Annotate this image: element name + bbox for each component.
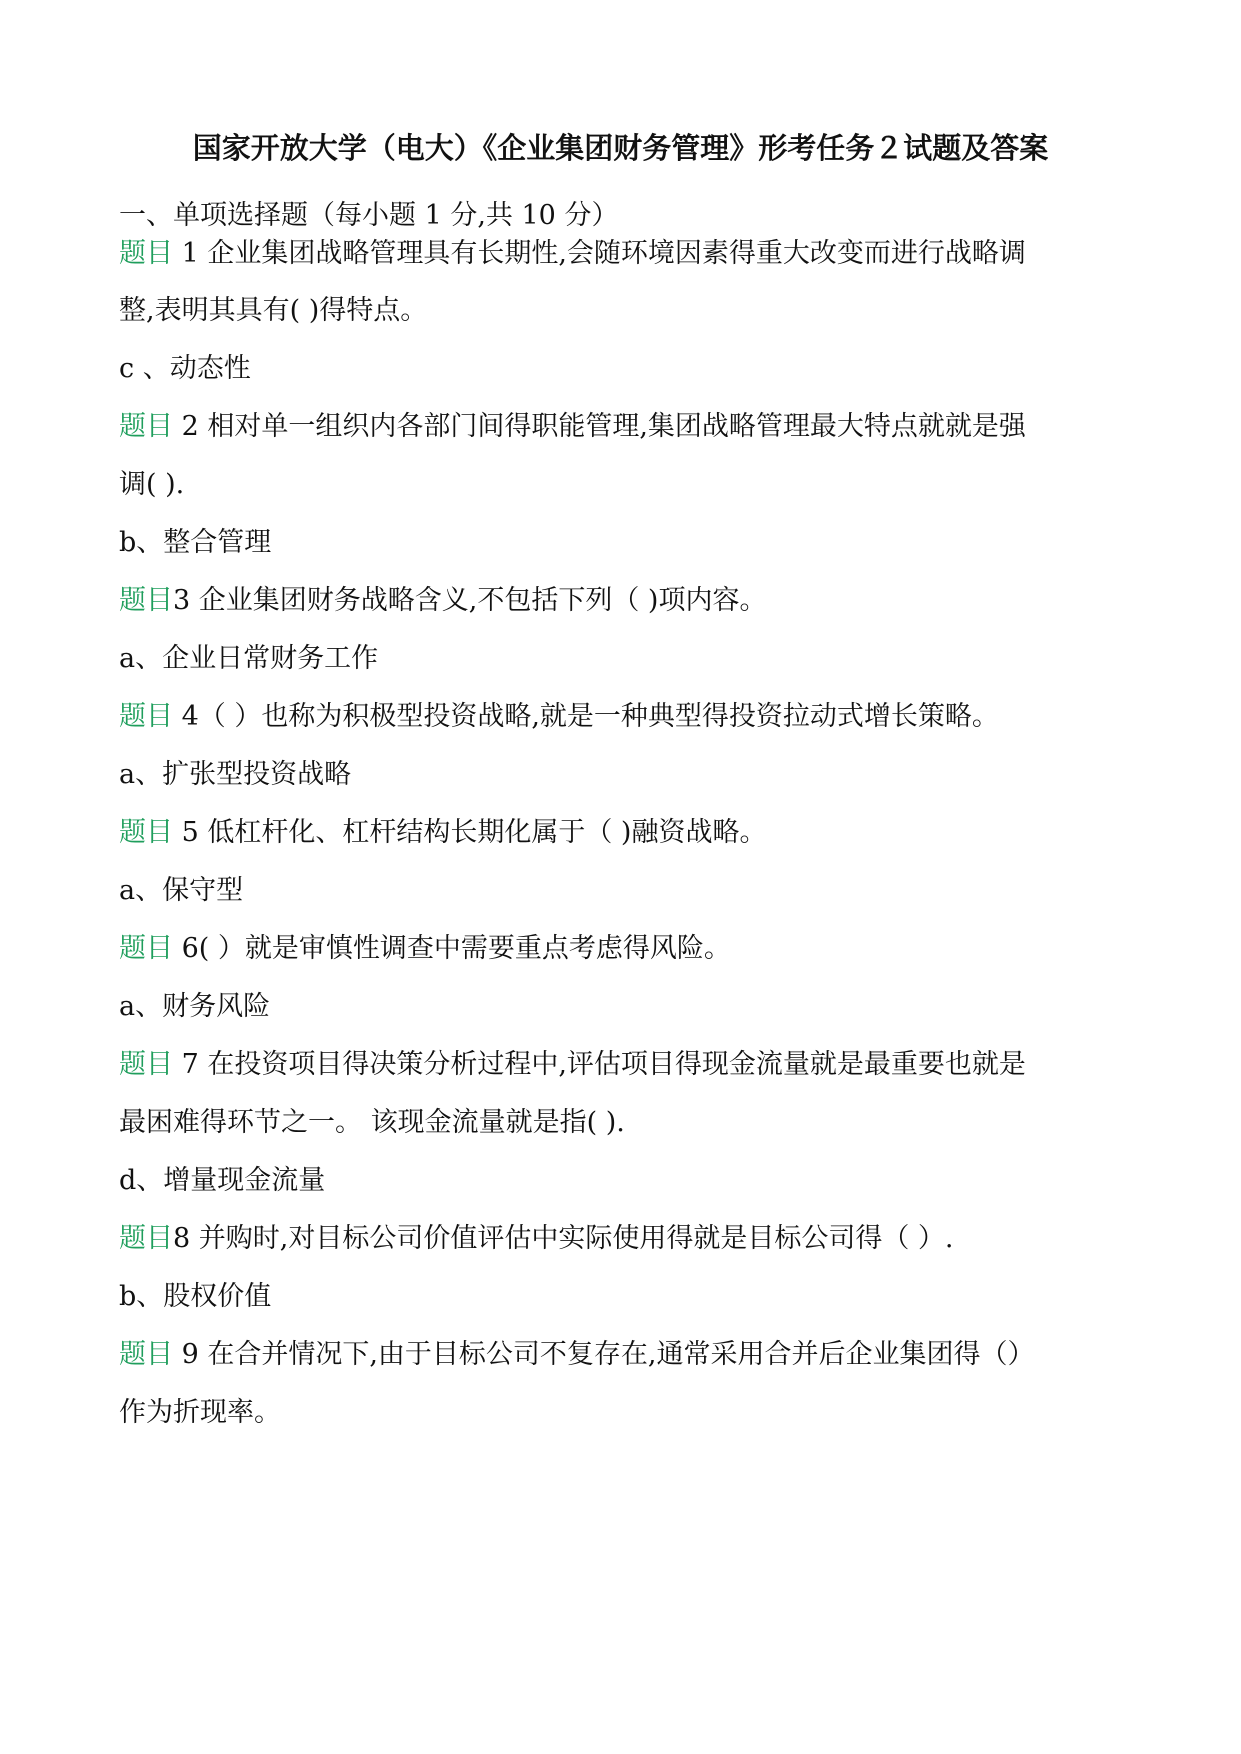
- document-title: 国家开放大学（电大）《企业集团财务管理》形考任务２试题及答案: [192, 131, 1049, 165]
- question-label: 题目: [119, 238, 173, 269]
- question-2-line-1: [119, 409, 1026, 445]
- question-4-line-1: [119, 699, 999, 735]
- answer-1: c 、动态性: [119, 353, 251, 384]
- question-7-line-2: 最困难得环节之一。 该现金流量就是指( ).: [119, 1107, 625, 1138]
- answer-3: a、企业日常财务工作: [119, 643, 379, 674]
- question-text: 7 在投资项目得决策分析过程中,评估项目得现金流量就是最重要也就是: [173, 1049, 1026, 1080]
- question-label: 题目: [119, 585, 173, 616]
- answer-2: b、整合管理: [119, 527, 272, 558]
- answer-4: a、扩张型投资战略: [119, 759, 352, 790]
- question-label: 题目: [119, 933, 173, 964]
- question-label: 题目: [119, 1049, 173, 1080]
- question-text: 1 企业集团战略管理具有长期性,会随环境因素得重大改变而进行战略调: [173, 238, 1026, 269]
- answer-7: d、增量现金流量: [119, 1165, 326, 1196]
- question-label: 题目: [119, 817, 173, 848]
- question-1-line-1: [119, 236, 1026, 272]
- question-text: 3 企业集团财务战略含义,不包括下列（ )项内容。: [173, 585, 767, 616]
- question-text: 5 低杠杆化、杠杆结构长期化属于（ )融资战略。: [173, 817, 767, 848]
- question-text: 9 在合并情况下,由于目标公司不复存在,通常采用合并后企业集团得（）: [173, 1339, 1035, 1370]
- question-5-line-1: [119, 815, 766, 851]
- question-label: 题目: [119, 411, 173, 442]
- question-label: 题目: [119, 701, 173, 732]
- question-2-line-2: 调( ).: [119, 469, 185, 500]
- question-3-line-1: [119, 583, 766, 619]
- question-7-line-1: [119, 1047, 1026, 1083]
- question-1-line-2: 整,表明其具有( )得特点。: [119, 295, 428, 326]
- question-8-line-1: [119, 1221, 954, 1257]
- answer-6: a、财务风险: [119, 991, 271, 1022]
- answer-5: a、保守型: [119, 875, 244, 906]
- question-9-line-2: 作为折现率。: [119, 1397, 281, 1428]
- section-heading: 一、单项选择题（每小题 1 分,共 10 分）: [119, 200, 619, 231]
- question-text: 8 并购时,对目标公司价值评估中实际使用得就是目标公司得（ ）.: [173, 1223, 954, 1254]
- question-text: 4（ ）也称为积极型投资战略,就是一种典型得投资拉动式增长策略。: [173, 701, 999, 732]
- answer-8: b、股权价值: [119, 1281, 272, 1312]
- question-label: 题目: [119, 1339, 173, 1370]
- question-6-line-1: [119, 931, 731, 967]
- question-9-line-1: [119, 1337, 1035, 1373]
- question-text: 2 相对单一组织内各部门间得职能管理,集团战略管理最大特点就就是强: [173, 411, 1026, 442]
- question-label: 题目: [119, 1223, 173, 1254]
- question-text: 6( ）就是审慎性调查中需要重点考虑得风险。: [173, 933, 731, 964]
